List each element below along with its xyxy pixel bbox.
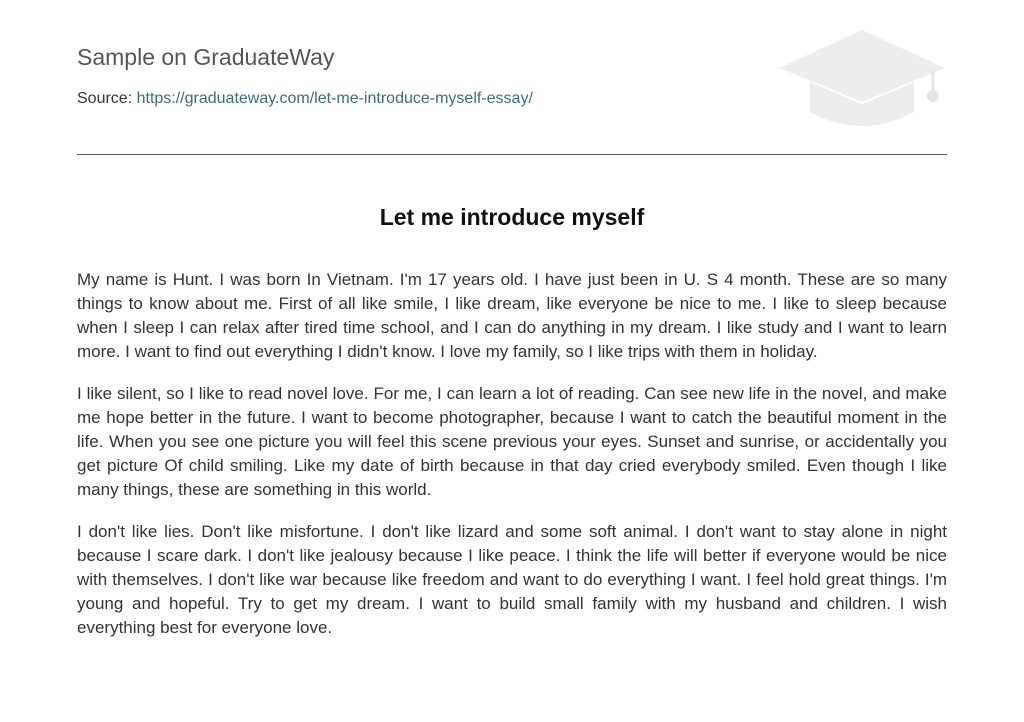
page-header — [77, 40, 947, 160]
essay-paragraph: My name is Hunt. I was born In Vietnam. I'm 17 years old. I have just been in U. S 4 month. These are so many things to know about me. First of all like smile, I like dream, like everyone be nice to me. I like to sleep because when I sleep I can relax after tired time school, and I can do anything in my dream. I like study and I want to learn more. I want to find out everything I didn't know. I love my family, so I like trips with them in holiday. — [77, 270, 947, 361]
essay-paragraph: I don't like lies. Don't like misfortune. I don't like lizard and some soft animal. I don't want to stay alone in night because I scare dark. I don't like jealousy because I like peace. I think the life will better if everyone would be nice with themselves. I don't like war because like freedom and want to do everything I want. I feel hold great things. I'm young and hopeful. Try to get my dream. I want to build small family with my husband and children. I wish everything best for everyone love. — [77, 522, 947, 637]
essay-title: Let me introduce myself — [379, 204, 645, 230]
site-title: Sample on GraduateWay — [77, 44, 335, 70]
source-link[interactable]: https://graduateway.com/let-me-introduce-myself-essay/ — [136, 90, 533, 107]
essay-body — [77, 268, 947, 658]
graduation-cap-icon — [777, 30, 947, 135]
source-line — [77, 90, 533, 108]
essay-paragraph: I like silent, so I like to read novel love. For me, I can learn a lot of reading. Can see new life in the novel, and make me hope better in the future. I want to become photographer, because I want to catch the beautiful moment in the life. When you see one picture you will feel this scene previous your eyes. Sunset and sunrise, or accidentally you get picture Of child smiling. Like my date of birth because in that day cried everybody smiled. Even though I like many things, these are something in this world. — [77, 384, 947, 499]
source-label: Source: — [77, 90, 133, 107]
header-divider — [77, 154, 947, 155]
